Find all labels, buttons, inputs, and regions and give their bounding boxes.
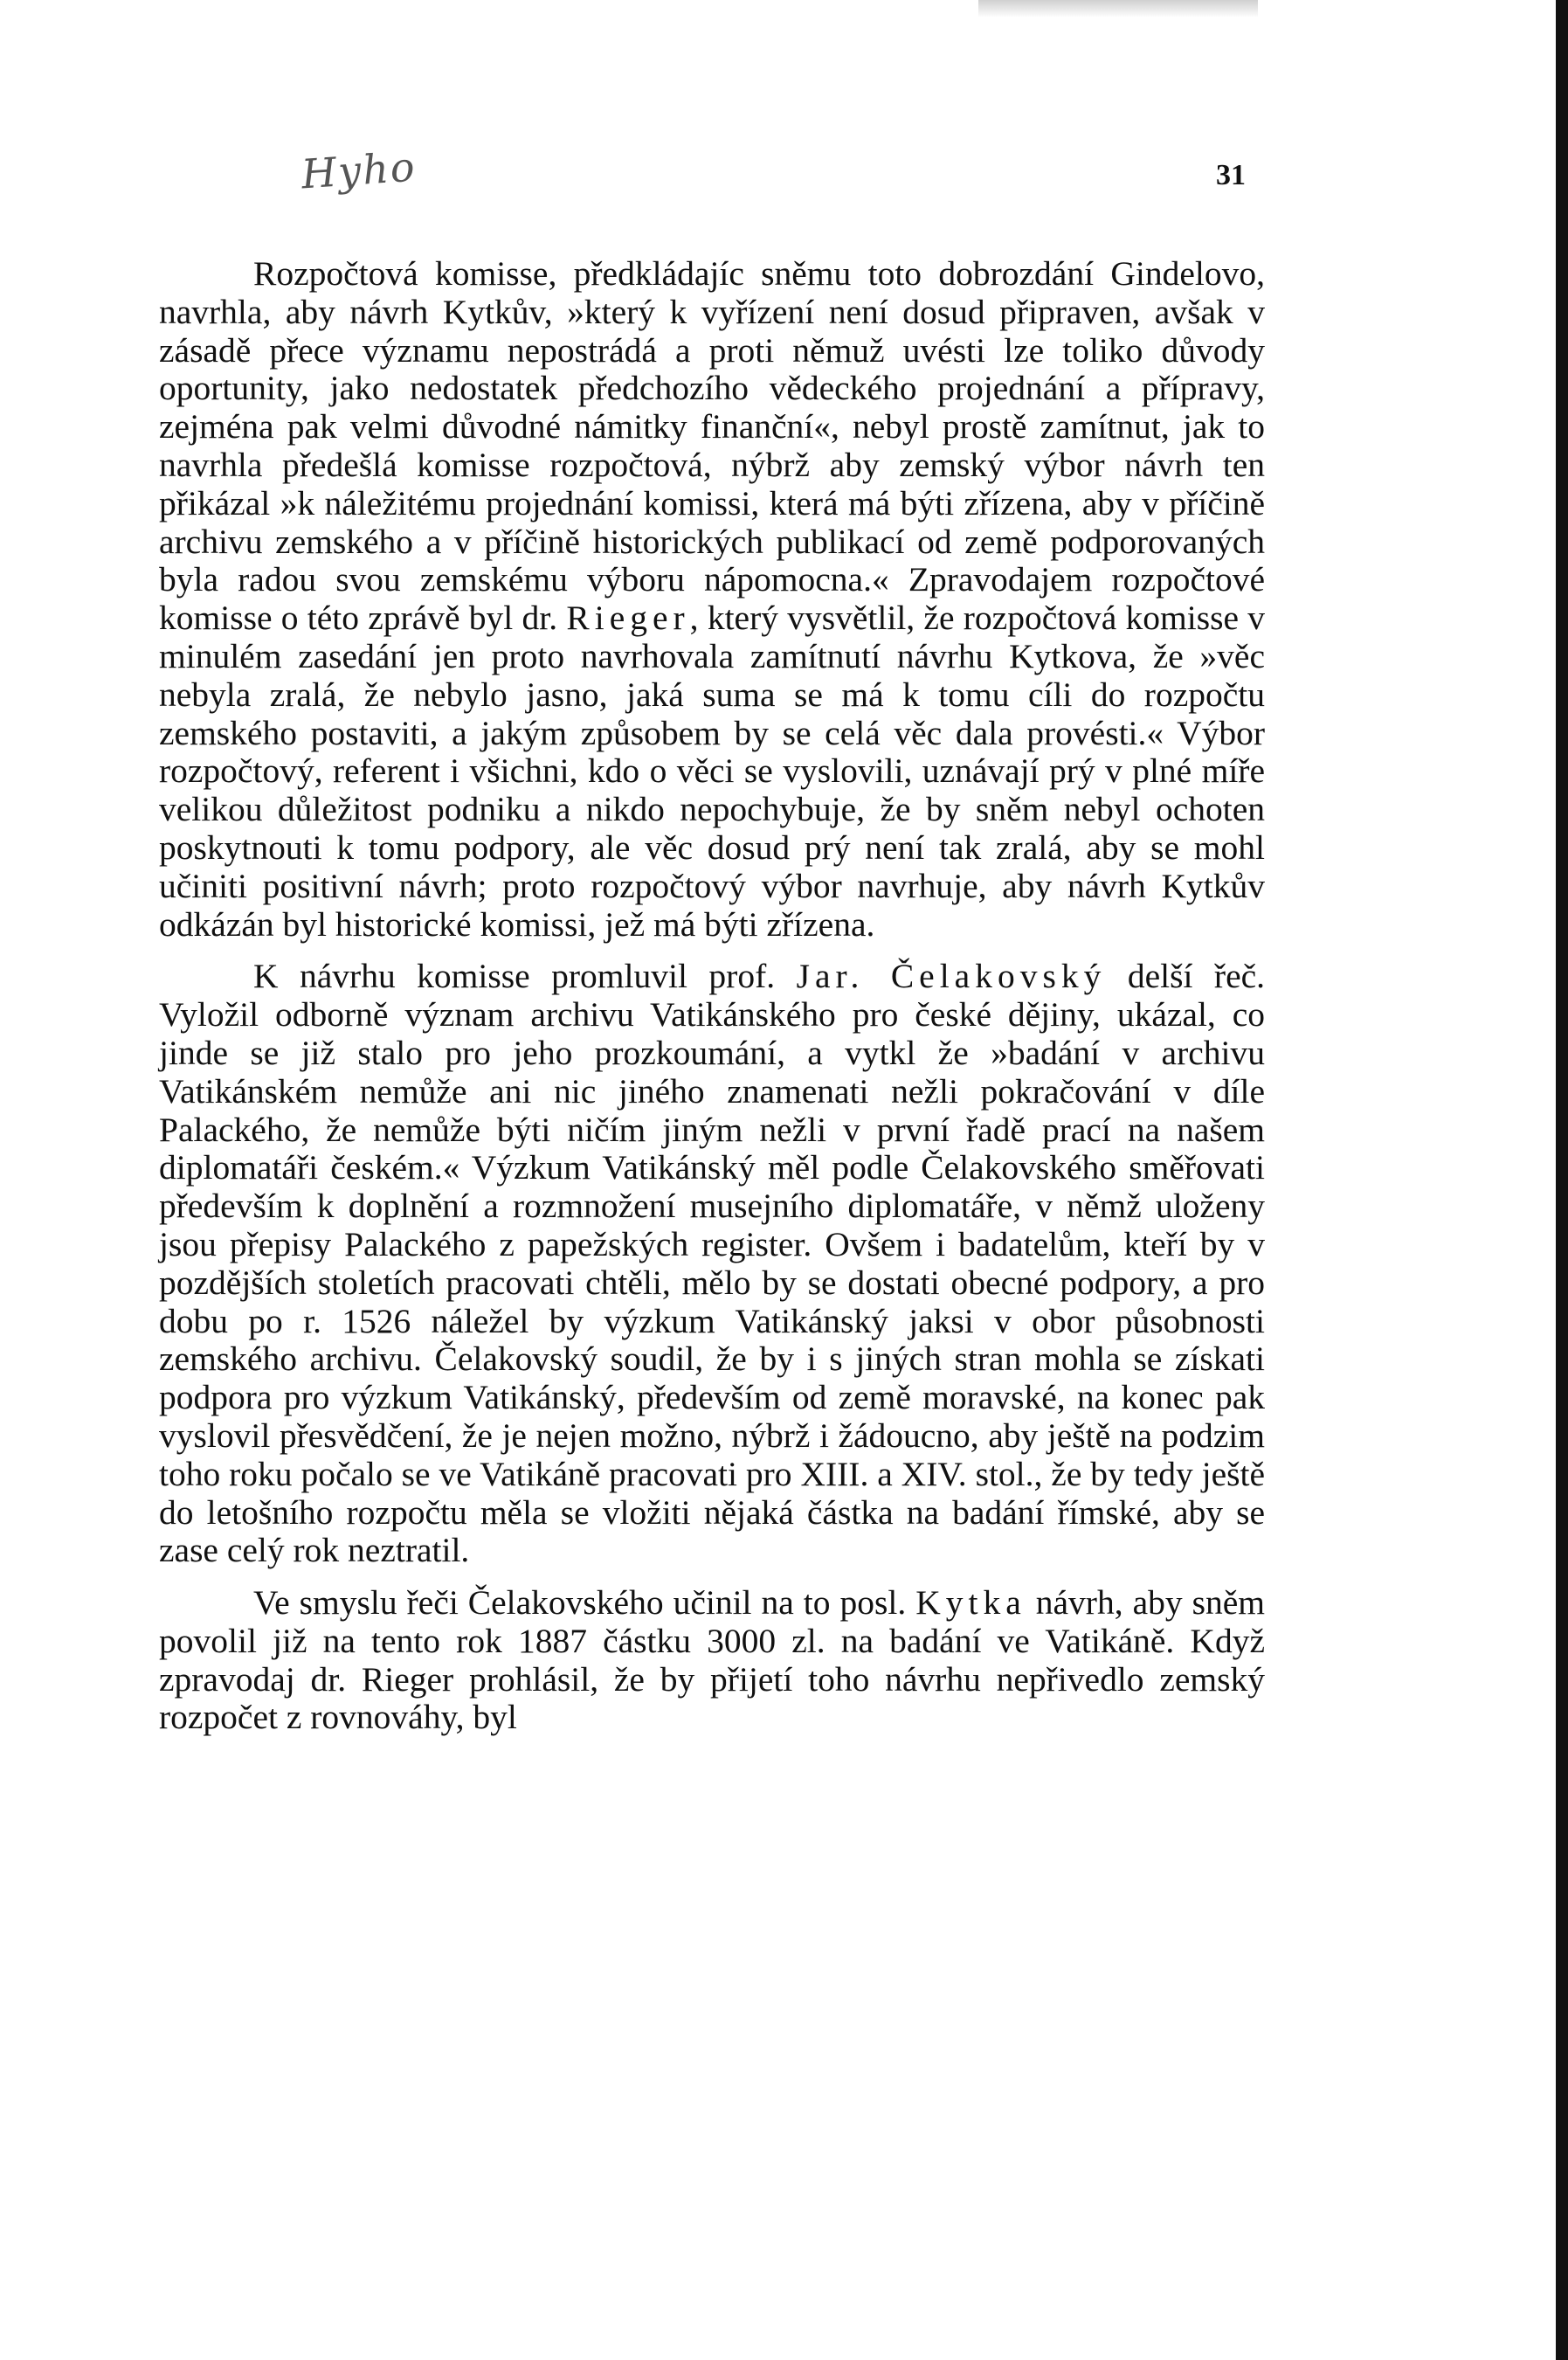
paragraph-2 <box>159 958 1265 1570</box>
page-number: 31 <box>1216 159 1246 191</box>
paragraph-text: Ve smyslu řeči Čelakovského učinil na to posl. <box>253 1583 916 1623</box>
scan-artifact <box>978 0 1258 17</box>
paragraph-text: návrh, aby sněm povolil již na tento rok 1887 částku 3000 zl. na badání ve Vatikáně. Když zpravodaj dr. Rieger prohlásil, že by přijetí toho návrhu nepřivedlo zemský rozpočet z rovnováhy, byl <box>159 1583 1265 1737</box>
spaced-name-rieger: Rieger <box>566 599 690 638</box>
handwritten-annotation: Hyho <box>300 142 418 198</box>
paragraph-1 <box>159 255 1265 944</box>
spaced-name-celakovsky: Jar. Čelakovský <box>796 957 1107 996</box>
spaced-name-kytka: Kytka <box>915 1583 1026 1623</box>
paragraph-text: K návrhu komisse promluvil prof. <box>253 957 797 996</box>
paragraph-text: Rozpočtová komisse, předkládajíc sněmu toto dobrozdání Gindelovo, navrhla, aby návrh Kytkův, »který k vyřízení není dosud připraven, avšak v zásadě přece významu nepostrádá a proti němuž uvésti lze toliko důvody oportunity, jako nedostatek předchozího vědeckého projednání a přípravy, zejména pak velmi důvodné námitky finanční«, nebyl prostě zamítnut, jak to navrhla předešlá komisse rozpočtová, nýbrž aby zemský výbor návrh ten přikázal »k náležitému projednání komissi, která má býti zřízena, aby v příčině archivu zemského a v příčině historických publikací od země podporovaných byla radou svou zemskému výboru nápomocna.« Zpravodajem rozpočtové komisse o této zprávě byl dr. <box>159 254 1265 638</box>
paragraph-3 <box>159 1584 1265 1737</box>
paragraph-text: , který vysvětlil, že rozpočtová komisse v minulém zasedání jen proto navrhovala zamítnutí návrhu Kytkova, že »věc nebyla zralá, že nebylo jasno, jaká suma se má k tomu cíli do rozpočtu zemského postaviti, a jakým způsobem by se celá věc dala provésti.« Výbor rozpočtový, referent i všichni, kdo o věci se vyslovili, uznávají prý v plné míře velikou důležitost podniku a nikdo nepochybuje, že by sněm nebyl ochoten poskytnouti k tomu podpory, ale věc dosud prý není tak zralá, aby se mohl učiniti positivní návrh; proto rozpočtový výbor navrhuje, aby návrh Kytkův odkázán byl historické komissi, jež má býti zřízena. <box>159 599 1265 944</box>
body-text <box>159 255 1265 1737</box>
paragraph-text: delší řeč. Vyložil odborně význam archivu Vatikánského pro české dějiny, ukázal, co jinde se již stalo pro jeho prozkoumání, a vytkl že »badání v archivu Vatikánském nemůže ani nic jiného znamenati nežli pokračování v díle Palackého, že nemůže býti ničím jiným nežli v první řadě prací na našem diplomatáři českém.« Výzkum Vatikánský měl podle Čelakovského směřovati především k doplnění a rozmnožení musejního diplomatáře, v němž uloženy jsou přepisy Palackého z papežských register. Ovšem i badatelům, kteří by v pozdějších stoletích pracovati chtěli, mělo by se dostati obecné podpory, a pro dobu po r. 1526 náležel by výzkum Vatikánský jaksi v obor působnosti zemského archivu. Čelakovský soudil, že by i s jiných stran mohla se získati podpora pro výzkum Vatikánský, především od země moravské, na konec pak vyslovil přesvědčení, že je nejen možno, nýbrž i žádoucno, aby ještě na podzim toho roku počalo se ve Vatikáně pracovati pro XIII. a XIV. stol., že by tedy ještě do letošního rozpočtu měla se vložiti nějaká částka na badání římské, aby se zase celý rok neztratil. <box>159 957 1266 1570</box>
